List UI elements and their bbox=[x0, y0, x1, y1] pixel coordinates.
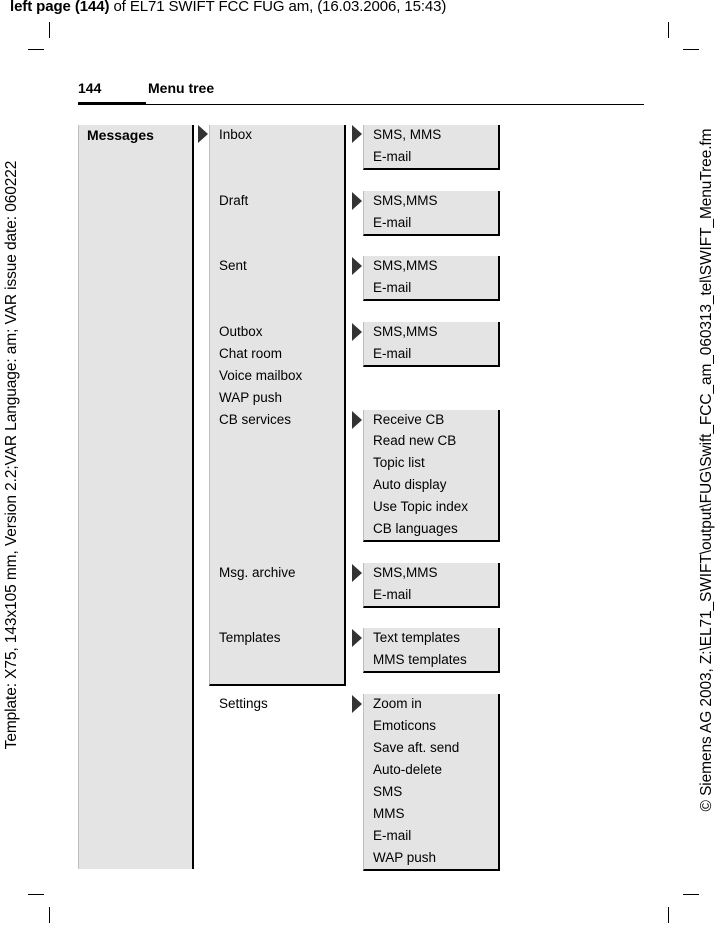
submenu-item: SMS,MMS bbox=[373, 258, 438, 273]
menu-root-divider bbox=[192, 125, 194, 869]
submenu-item: MMS templates bbox=[373, 652, 467, 667]
cb-services-arrow-icon bbox=[352, 411, 362, 429]
submenu-item: E-mail bbox=[373, 587, 412, 602]
submenu-item: E-mail bbox=[373, 828, 412, 843]
crop-mark-tl-v bbox=[49, 22, 50, 38]
submenu-item: Save aft. send bbox=[373, 740, 460, 755]
menu-item-msg-archive: Msg. archive bbox=[219, 565, 296, 580]
copyright-path-side bbox=[696, 0, 718, 927]
page-title: Menu tree bbox=[148, 80, 215, 96]
crop-mark-bl-v bbox=[49, 907, 50, 923]
menu-root-label: Messages bbox=[87, 127, 154, 143]
submenu-item: E-mail bbox=[373, 346, 412, 361]
menu-item-settings: Settings bbox=[219, 696, 268, 711]
templates-arrow-icon bbox=[352, 629, 362, 647]
menu-item-chat-room: Chat room bbox=[219, 346, 283, 361]
msg-archive-arrow-icon bbox=[352, 564, 362, 582]
menu-item-cb-services: CB services bbox=[219, 412, 292, 427]
submenu-inbox bbox=[363, 125, 500, 170]
submenu-templates bbox=[363, 628, 500, 673]
submenu-cb-services bbox=[363, 410, 500, 542]
submenu-item: Read new CB bbox=[373, 433, 457, 448]
submenu-item: CB languages bbox=[373, 521, 458, 536]
submenu-item: Emoticons bbox=[373, 718, 437, 733]
print-header-source: of EL71 SWIFT FCC FUG am, (16.03.2006, 15:43) bbox=[109, 0, 447, 15]
crop-mark-tr-v bbox=[668, 22, 669, 38]
sent-arrow-icon bbox=[352, 257, 362, 275]
submenu-draft bbox=[363, 191, 500, 236]
submenu-item: Text templates bbox=[373, 630, 461, 645]
menu-item-templates: Templates bbox=[219, 630, 281, 645]
submenu-column bbox=[209, 125, 346, 686]
template-info-side bbox=[2, 0, 22, 927]
header-rule bbox=[78, 104, 644, 105]
root-arrow-icon bbox=[198, 125, 208, 143]
crop-mark-bl-h bbox=[28, 894, 44, 895]
crop-mark-br-v bbox=[668, 907, 669, 923]
submenu-item: Topic list bbox=[373, 455, 425, 470]
submenu-msg-archive bbox=[363, 563, 500, 608]
submenu-item: Auto-delete bbox=[373, 762, 443, 777]
submenu-item: SMS,MMS bbox=[373, 565, 438, 580]
submenu-item: E-mail bbox=[373, 215, 412, 230]
menu-item-sent: Sent bbox=[219, 258, 247, 273]
menu-item-wap-push: WAP push bbox=[219, 390, 283, 405]
draft-arrow-icon bbox=[352, 192, 362, 210]
submenu-item: WAP push bbox=[373, 850, 437, 865]
copyright-path-text: © Siemens AG 2003, Z:\EL71_SWIFT\output\FUG\Swift_FCC_am_060313_tel\SWIFT_MenuTree.fm bbox=[698, 128, 715, 812]
header-rule-accent bbox=[78, 102, 146, 105]
crop-mark-tl-h bbox=[28, 49, 44, 50]
menu-item-inbox: Inbox bbox=[219, 127, 253, 142]
page-number: 144 bbox=[78, 80, 102, 96]
submenu-item: SMS,MMS bbox=[373, 324, 438, 339]
menu-root-column bbox=[78, 125, 193, 869]
print-header-page: left page (144) bbox=[10, 0, 110, 15]
print-header bbox=[10, 0, 446, 15]
submenu-item: Zoom in bbox=[373, 696, 422, 711]
submenu-item: Auto display bbox=[373, 477, 447, 492]
submenu-item: SMS, MMS bbox=[373, 127, 442, 142]
menu-item-outbox: Outbox bbox=[219, 324, 263, 339]
submenu-item: Use Topic index bbox=[373, 499, 469, 514]
submenu-item: SMS,MMS bbox=[373, 193, 438, 208]
inbox-arrow-icon bbox=[352, 125, 362, 143]
outbox-arrow-icon bbox=[352, 323, 362, 341]
submenu-item: Receive CB bbox=[373, 412, 445, 427]
template-info-text: Template: X75, 143x105 mm, Version 2.2;VAR Language: am; VAR issue date: 060222 bbox=[3, 160, 20, 750]
menu-item-voice-mailbox: Voice mailbox bbox=[219, 368, 303, 383]
submenu-settings bbox=[363, 694, 500, 871]
submenu-outbox bbox=[363, 322, 500, 367]
submenu-sent bbox=[363, 256, 500, 301]
submenu-item: SMS bbox=[373, 784, 403, 799]
menu-item-draft: Draft bbox=[219, 193, 249, 208]
submenu-item: E-mail bbox=[373, 149, 412, 164]
submenu-item: MMS bbox=[373, 806, 405, 821]
submenu-item: E-mail bbox=[373, 280, 412, 295]
settings-arrow-icon bbox=[352, 695, 362, 713]
